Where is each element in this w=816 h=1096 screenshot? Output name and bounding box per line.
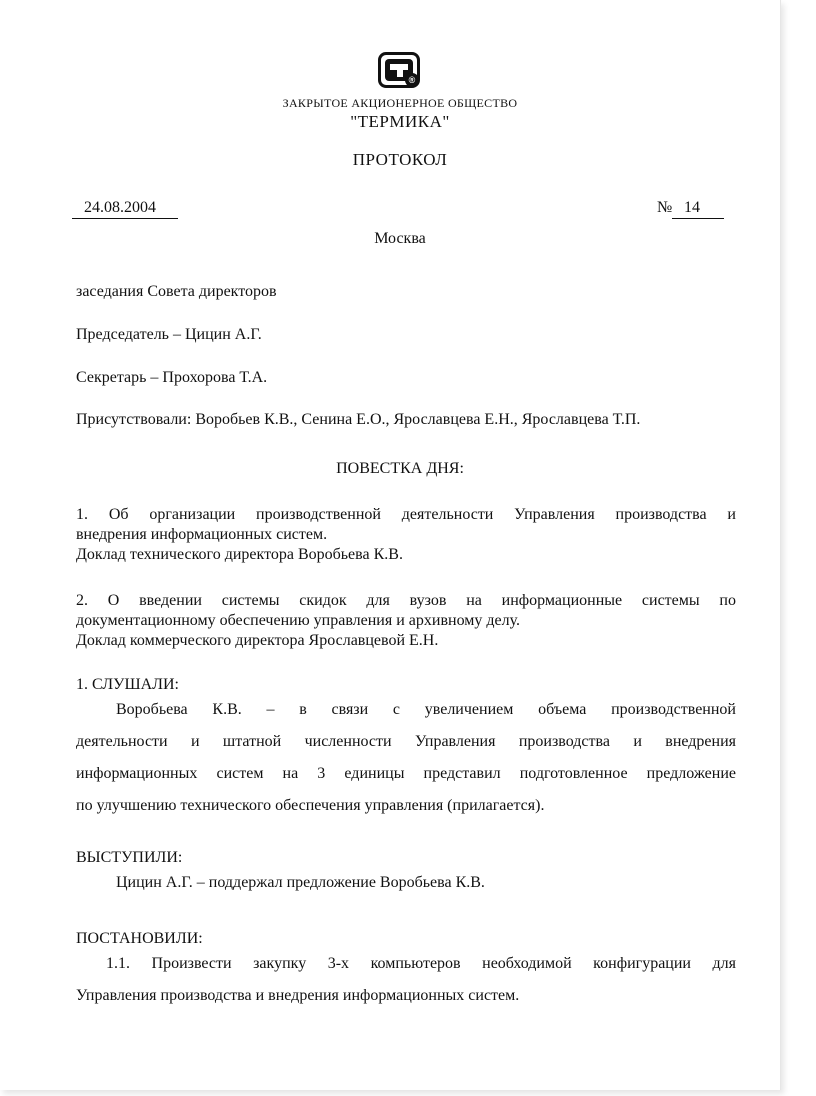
heard-title: 1. СЛУШАЛИ:: [76, 676, 179, 693]
document-date: 24.08.2004: [72, 198, 178, 219]
heard-line-3: информационных систем на 3 единицы представил подготовленное предложение: [76, 765, 736, 782]
attendees: Присутствовали: Воробьев К.В., Сенина Е.О., Ярославцева Е.Н., Ярославцева Т.П.: [76, 411, 641, 428]
number-label: №: [657, 199, 673, 216]
resolved-body: [76, 948, 736, 1012]
agenda-item-2-line-1: 2. О введении системы скидок для вузов на информационные системы по: [76, 592, 736, 609]
agenda-item-1-line-2: внедрения информационных систем.: [76, 526, 328, 543]
city: Москва: [374, 230, 426, 247]
document-title: ПРОТОКОЛ: [352, 150, 448, 169]
agenda-item-1-line-1: 1. Об организации производственной деятельности Управления производства и: [76, 506, 736, 523]
organization-type: ЗАКРЫТОЕ АКЦИОНЕРНОЕ ОБЩЕСТВО: [282, 96, 518, 110]
document-number: 14: [672, 198, 724, 219]
termika-logo-icon: [378, 52, 420, 88]
agenda-title: ПОВЕСТКА ДНЯ:: [336, 460, 464, 477]
heard-line-1: Воробьева К.В. – в связи с увеличением объема производственной: [116, 701, 736, 718]
heard-line-4: по улучшению технического обеспечения управления (прилагается).: [76, 797, 545, 814]
secretary: Секретарь – Прохорова Т.А.: [76, 369, 268, 386]
chairperson: Председатель – Цицин А.Г.: [76, 326, 262, 343]
organization-name: "ТЕРМИКА": [350, 112, 450, 131]
agenda-item-1: [76, 505, 736, 565]
agenda-item-1-line-3: Доклад технического директора Воробьева К.В.: [76, 546, 403, 563]
resolved-line-2: Управления производства и внедрения информационных систем.: [76, 987, 520, 1004]
heard-line-2: деятельности и штатной численности Управления производства и внедрения: [76, 733, 736, 750]
resolved-line-1: 1.1. Произвести закупку 3-х компьютеров необходимой конфигурации для: [106, 955, 736, 972]
resolved-title: ПОСТАНОВИЛИ:: [76, 930, 203, 947]
agenda-item-2: [76, 591, 736, 651]
agenda-item-2-line-3: Доклад коммерческого директора Ярославцевой Е.Н.: [76, 632, 439, 649]
spoke-line-1: Цицин А.Г. – поддержал предложение Воробьева К.В.: [116, 874, 485, 891]
spoke-title: ВЫСТУПИЛИ:: [76, 849, 183, 866]
meeting-type: заседания Совета директоров: [76, 283, 277, 300]
heard-body: [76, 694, 736, 822]
registered-mark: ®: [405, 73, 419, 87]
agenda-item-2-line-2: документационному обеспечению управления и архивному делу.: [76, 612, 521, 629]
